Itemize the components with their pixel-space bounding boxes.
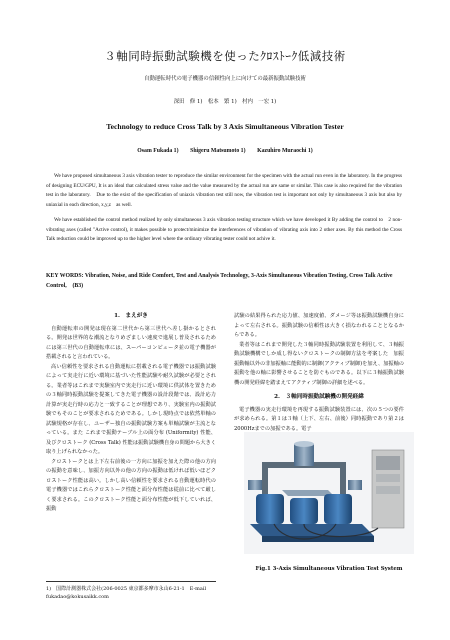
body-paragraph: 自動運転車の開発は現在第二世代から第三世代へ差し掛かるとされる。開発は世界的な潮流となりめざましい速度で進展し普及されるためには第三世代の自動運転車には、スーパーコンピュータ並の電子機器が搭載されると言われている。 [46, 325, 216, 360]
vibration-test-system-photo-icon [244, 432, 414, 554]
page-title: ３軸同時振動試験機を使ったｸﾛｽﾄｰｸ低減技術 [104, 49, 346, 63]
body-paragraph: 電子機器の実走行環境を再現する振動試験装置には、次の５つの要件が求められる。第１は３軸（上下、左右、前後）同時振動であり第２は2000Hzまでの加振である。電子 [234, 406, 404, 432]
section-heading: 2. ３軸同時振動試験機の開発経緯 [274, 394, 364, 400]
abstract-paragraph: We have proposed simultaneous 3 axis vibration tester to reproduce the similar environment for the specimen with the actual run even in the laboratory. In the progress of designing ECU/GPU, It is an ideal that calculated stress value and the value measured by the actual run are same or similar. This case is also required for the vibration test in the laboratory. Due to the exist of the specification of uniaxis vibration test still now, the vibration test is important not only by simultaneous 3 axis but also by uniaxial in each direction, x,y,z as well. [46, 173, 402, 208]
right-column [234, 312, 404, 434]
body-paragraph: クロストークとは上下左右前後の一方向に加振を加えた際の他の方向の振動を意味し、加振方向以外の他の方向の振動は低ければ低いほどクロストーク性能は高い。しかし高い信頼性を要求される自動運転時代の電子機器ではこれらクロストーク性能と面分布性能は従前に比べて厳しく要求される。このクロストーク性能と面分布性能が低下していれば、振動 [46, 458, 216, 512]
english-title: Technology to reduce Cross Talk by 3 Axis Simultaneous Vibration Tester [106, 122, 344, 131]
body-paragraph: 高い信頼性を要求される自動運転に搭載される電子機器では振動試験によって実走行に近い環境に基づいた性能試験や耐久試験が必要とされる。業者等はこれまで実験室内で実走行に近い環境に供試体を置きための３軸同時振動試験を提案してきた電子機器の設計段階では、設計応力計算が実走行時の応力と一致することが理想であり、実験室内の振動試験でもそのことが要求されるためである。しかし現時点では依然単軸の試験規格が存在し、ユーザー独自の振動試験方案も単軸試験が主流となっている。また これまで振動テーブル上の面分布 (Uniformity) 性能、及びクロストーク (Cross Talk) 性能は振動試験機自身の問題から大きく取り上げられなかった。 [46, 363, 216, 455]
left-column [46, 312, 216, 515]
abstract [46, 172, 402, 245]
abstract-paragraph: We have established the control method realized by only simultaneous 3 axis vibration testing structure which we have developed it By adding the control to 2 non-vibrating axes (called "Active control), it makes possible to protect/minimize the interferences of vibration of vibrating axis into 2 other axes. By this method the Cross Talk reduction could be improved up to the higher level where the ordinary vibrating tester could not achive it. [46, 217, 402, 242]
footnote: 1) 国際計測器株式会社(206-0025 東京都多摩市永山6-21-1 E-mail fukadao@kokusaikk.com [46, 581, 216, 601]
authors-english: Osam Fukada 1) Shigeru Matsumoto 1) Kazuhiro Muraochi 1) [137, 148, 313, 154]
body-paragraph: 業者等はこれまで開発した３軸同時振動試験装置を利用して、３軸振動試験機構でしか成し得ないクロストークの制御方法を考案した 加振振動軸以外の非加振軸に能動的に制御(アクティブ制御)を加え、加振軸の振動を他の軸に影響させることを防ぐものである。以下に３軸振動試験機の開発経緯を踏まえてアクティブ制御の詳細を述べる。 [234, 341, 404, 386]
body-paragraph: 試験の結果得られた応力値、加速度値、ダメージ等は振動試験機自身によって左右される。振動試験の信頼性は大きく損なわれることとなるからである。 [234, 313, 404, 338]
page-subtitle: 自動運転時代の電子機器の信頼性向上に向けての最新振動試験技術 [144, 76, 306, 82]
section-heading: 1. まえがき [114, 313, 148, 319]
figure [244, 432, 414, 554]
authors-japanese: 深田 修 1) 松本 繁 1) 村内 一宏 1) [173, 99, 277, 105]
keywords: KEY WORDS: Vibration, Noise, and Ride Comfort, Test and Analysis Technology, 3-Axis Simultaneous Vibration Testing, Cross Talk Active Control, (B3) [46, 273, 393, 289]
figure-caption: Fig.1 3-Axis Simultaneous Vibration Test System [255, 566, 403, 572]
